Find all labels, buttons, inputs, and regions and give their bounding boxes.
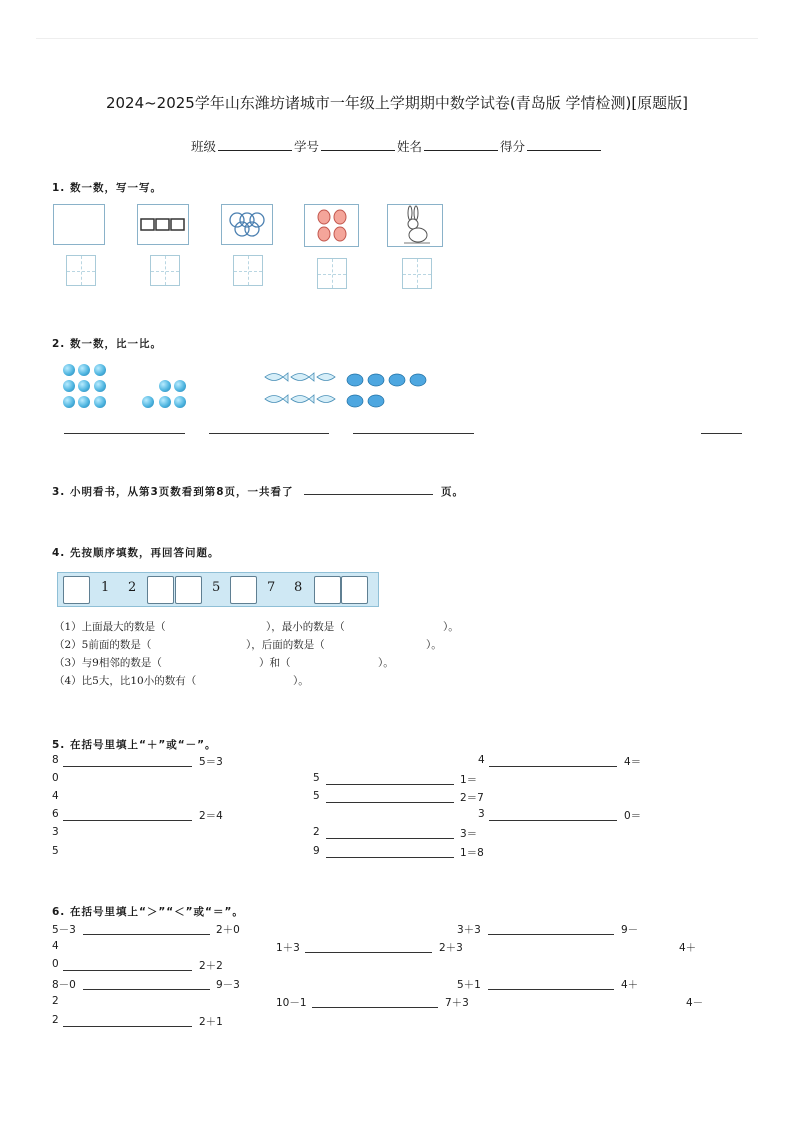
ball — [174, 380, 186, 392]
name-blank[interactable] — [424, 138, 498, 151]
q2-balls-group-2 — [142, 380, 192, 412]
q6-item-blank[interactable] — [63, 1026, 192, 1027]
q2-answer-line-1[interactable] — [64, 433, 185, 434]
q1-picture-empty — [53, 204, 105, 245]
q4-sub3-c: ）。 — [378, 657, 394, 669]
q6-item-right: 9－ — [621, 924, 639, 936]
q4-sub3-a: （3）与9相邻的数是（ — [54, 657, 162, 669]
page-title: 2024~2025学年山东潍坊诸城市一年级上学期期中数学试卷(青岛版 学情检测)[原题版] — [105, 94, 689, 112]
number-8: 8 — [294, 580, 303, 595]
q5-item-left: 4 — [478, 754, 485, 766]
q1-picture-rings — [221, 204, 273, 245]
q6-item-left: 2 — [52, 995, 59, 1007]
q5-item-right: 2＝7 — [460, 792, 484, 804]
q6-item-right: 2＋0 — [216, 924, 240, 936]
q6-item-left: 0 — [52, 958, 59, 970]
q6-item-right: 2＋1 — [199, 1016, 223, 1028]
q5-item-left: 5 — [313, 790, 320, 802]
q3-suffix: 页。 — [441, 486, 464, 498]
number-cell-blank[interactable] — [314, 576, 341, 604]
bugs-group-icon — [346, 371, 432, 413]
q6-item-blank[interactable] — [488, 989, 614, 990]
q5-item-blank[interactable] — [63, 820, 192, 821]
q5-item-right: 1＝ — [460, 774, 478, 786]
q5-item-blank[interactable] — [63, 766, 192, 767]
q6-item-left: 4＋ — [679, 942, 697, 954]
q6-item-left: 1＋3 — [276, 942, 300, 954]
q5-item-left: 5 — [313, 772, 320, 784]
number-cell-blank[interactable] — [63, 576, 90, 604]
q5-item-blank[interactable] — [326, 857, 454, 858]
q6-item-left: 4 — [52, 940, 59, 952]
q5-item-left: 5 — [52, 845, 59, 857]
class-label: 班级 — [190, 139, 216, 154]
id-blank[interactable] — [321, 138, 395, 151]
q1-write-box-4[interactable] — [317, 258, 347, 289]
q2-title: 2. 数一数，比一比。 — [52, 338, 162, 350]
q2-answer-line-3[interactable] — [353, 433, 474, 434]
class-blank[interactable] — [218, 138, 292, 151]
rings-icon — [222, 205, 272, 244]
q6-item-right: 9－3 — [216, 979, 240, 991]
number-cell-blank[interactable] — [341, 576, 368, 604]
ball — [63, 380, 75, 392]
ball — [63, 396, 75, 408]
q6-item-left: 2 — [52, 1014, 59, 1026]
q4-sub1-c: ）。 — [443, 621, 459, 633]
q2-answer-line-2[interactable] — [209, 433, 329, 434]
blocks-icon — [138, 205, 188, 244]
name-label: 姓名 — [397, 139, 423, 154]
q6-item-blank[interactable] — [83, 934, 210, 935]
q6-item-blank[interactable] — [312, 1007, 438, 1008]
q1-title: 1. 数一数，写一写。 — [52, 182, 162, 194]
q5-item-left: 2 — [313, 826, 320, 838]
q2-answer-line-4[interactable] — [701, 433, 742, 434]
q4-sub1-a: （1）上面最大的数是（ — [54, 621, 166, 633]
q6-item-left: 4－ — [686, 997, 704, 1009]
q6-item-right: 2＋2 — [199, 960, 223, 972]
ball — [78, 380, 90, 392]
q5-item-blank[interactable] — [326, 838, 454, 839]
q5-item-right: 1＝8 — [460, 847, 484, 859]
ball — [78, 364, 90, 376]
q5-item-blank[interactable] — [326, 802, 454, 803]
q6-item-left: 5＋1 — [457, 979, 481, 991]
number-2: 2 — [128, 580, 137, 595]
number-cell-blank[interactable] — [175, 576, 202, 604]
q5-item-blank[interactable] — [489, 820, 617, 821]
q6-item-left: 5－3 — [52, 924, 76, 936]
q4-title: 4. 先按顺序填数，再回答问题。 — [52, 547, 220, 559]
score-label: 得分 — [500, 139, 526, 154]
number-7: 7 — [267, 580, 276, 595]
q6-item-blank[interactable] — [305, 952, 432, 953]
q5-title: 5. 在括号里填上“＋”或“－”。 — [52, 739, 217, 751]
ball — [94, 380, 106, 392]
q3-answer-line[interactable] — [304, 494, 433, 495]
q5-item-right: 2＝4 — [199, 810, 223, 822]
q1-write-box-3[interactable] — [233, 255, 263, 286]
q4-sub4-b: ）。 — [293, 675, 309, 687]
q5-item-left: 4 — [52, 790, 59, 802]
q6-item-left: 8－0 — [52, 979, 76, 991]
number-1: 1 — [101, 580, 110, 595]
q6-title: 6. 在括号里填上“＞”“＜”或“＝”。 — [52, 906, 244, 918]
ball — [174, 396, 186, 408]
q4-sub2-b: ），后面的数是（ — [246, 639, 325, 651]
ball — [142, 396, 154, 408]
q5-item-right: 3＝ — [460, 828, 478, 840]
number-cell-blank[interactable] — [230, 576, 257, 604]
q5-item-left: 9 — [313, 845, 320, 857]
q4-sub4-a: （4）比5大，比10小的数有（ — [54, 675, 197, 687]
q4-sub2-a: （2）5前面的数是（ — [54, 639, 152, 651]
q5-item-right: 0＝ — [624, 810, 642, 822]
student-info — [0, 137, 794, 155]
q5-item-blank[interactable] — [489, 766, 617, 767]
number-5: 5 — [212, 580, 221, 595]
q5-item-left: 3 — [478, 808, 485, 820]
top-divider — [36, 38, 758, 39]
number-strip — [57, 572, 379, 607]
q5-item-left: 6 — [52, 808, 59, 820]
fish-group-icon — [263, 369, 339, 415]
q6-item-right: 7＋3 — [445, 997, 469, 1009]
q4-sub3-b: ）和（ — [259, 657, 291, 669]
q3-question: 3. 小明看书，从第3页数看到第8页，一共看了 — [52, 486, 294, 498]
ball — [78, 396, 90, 408]
q1-write-box-1[interactable] — [66, 255, 96, 286]
ball — [94, 396, 106, 408]
q6-item-left: 10－1 — [276, 997, 307, 1009]
q5-item-left: 3 — [52, 826, 59, 838]
q6-item-right: 2＋3 — [439, 942, 463, 954]
q4-sub2-c: ）。 — [426, 639, 442, 651]
q4-sub1-b: ），最小的数是（ — [266, 621, 345, 633]
q1-picture-blocks — [137, 204, 189, 245]
q5-item-right: 5＝3 — [199, 756, 223, 768]
q5-item-right: 4＝ — [624, 756, 642, 768]
q1-picture-peaches — [304, 204, 359, 247]
rabbit-icon — [388, 205, 442, 246]
q6-item-right: 4＋ — [621, 979, 639, 991]
q2-balls-group-1 — [63, 364, 113, 412]
ball — [63, 364, 75, 376]
ball — [159, 380, 171, 392]
peaches-icon — [305, 205, 358, 246]
ball — [94, 364, 106, 376]
q5-item-left: 0 — [52, 772, 59, 784]
number-cell-blank[interactable] — [147, 576, 174, 604]
q1-write-box-2[interactable] — [150, 255, 180, 286]
q6-item-blank[interactable] — [488, 934, 614, 935]
q5-item-blank[interactable] — [326, 784, 454, 785]
q6-item-left: 3＋3 — [457, 924, 481, 936]
q1-picture-rabbit — [387, 204, 443, 247]
score-blank[interactable] — [527, 138, 601, 151]
q5-item-left: 8 — [52, 754, 59, 766]
q1-write-box-5[interactable] — [402, 258, 432, 289]
ball — [159, 396, 171, 408]
id-label: 学号 — [293, 139, 319, 154]
q6-item-blank[interactable] — [83, 989, 210, 990]
q6-item-blank[interactable] — [63, 970, 192, 971]
